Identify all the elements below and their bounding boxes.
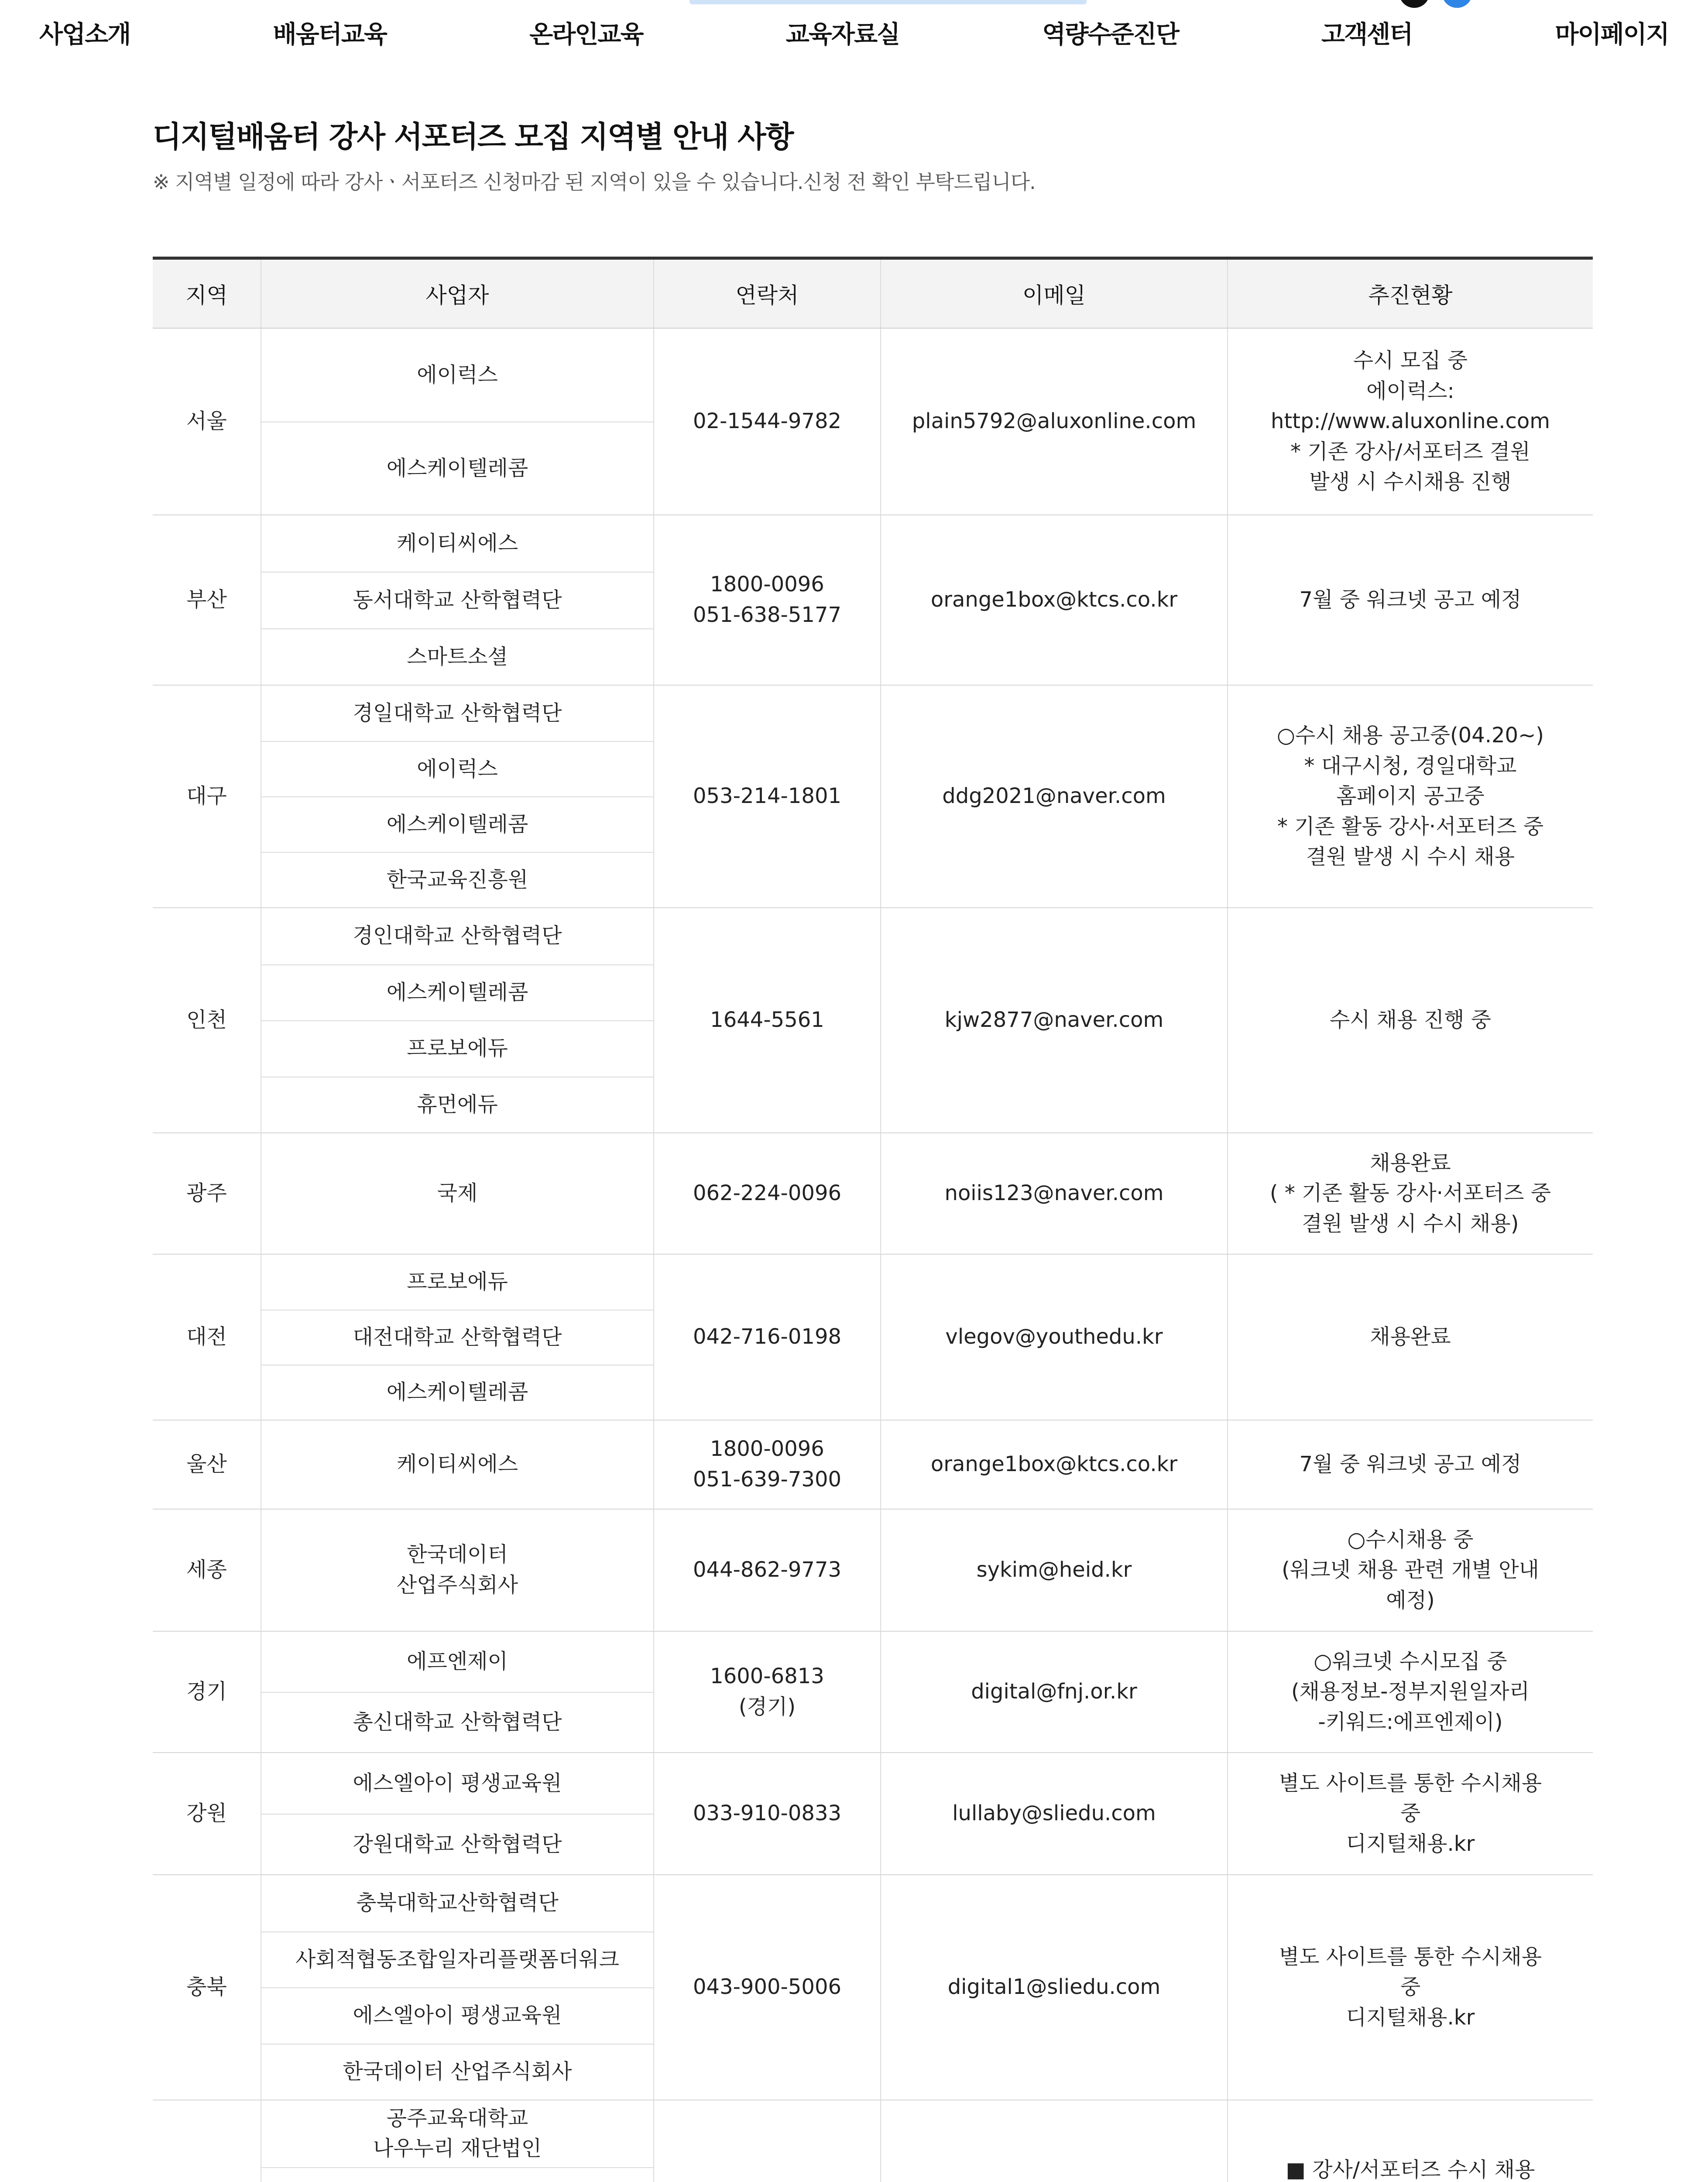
business-item: 사회적협동조합일자리플랫폼더워크 xyxy=(261,1932,653,1988)
status-cell: 7월 중 워크넷 공고 예정 xyxy=(1228,1420,1593,1509)
table-row xyxy=(153,328,1593,515)
business-item: 프로보에듀 xyxy=(261,1020,653,1077)
status-cell: 7월 중 워크넷 공고 예정 xyxy=(1228,515,1593,685)
business-item: 케이티씨에스 xyxy=(396,1452,518,1477)
email-link[interactable]: digital1@sliedu.com xyxy=(947,1975,1161,2000)
business-item: 에스엘아이 평생교육원 xyxy=(261,1987,653,2044)
region-cell xyxy=(153,2100,261,2182)
business-item: 스마트소셜 xyxy=(261,628,653,685)
email-link[interactable]: kjw2877@naver.com xyxy=(944,1008,1164,1033)
contact-cell: 1800-0096 051-638-5177 xyxy=(654,515,881,685)
nav-item-learning-center[interactable]: 배움터교육 xyxy=(273,21,387,49)
search-icon[interactable] xyxy=(1442,0,1472,8)
user-icon[interactable] xyxy=(1399,0,1430,8)
status-cell: ○워크넷 수시모집 중 (채용정보-정부지원일자리 -키워드:에프엔제이) xyxy=(1228,1631,1593,1753)
contact-cell: 02-1544-9782 xyxy=(654,328,881,515)
table-row xyxy=(153,1133,1593,1254)
business-item: 에스케이텔레콤 xyxy=(261,1365,653,1420)
email-cell xyxy=(881,1420,1228,1509)
email-cell xyxy=(881,1509,1228,1631)
contact-cell: 1644-5561 xyxy=(654,908,881,1133)
page-title: 디지털배움터 강사 서포터즈 모집 지역별 안내 사항 xyxy=(153,120,793,154)
region-cell: 부산 xyxy=(153,515,261,685)
header-region: 지역 xyxy=(153,258,261,329)
email-link[interactable]: plain5792@aluxonline.com xyxy=(912,409,1197,434)
region-cell: 대전 xyxy=(153,1254,261,1420)
email-cell xyxy=(881,515,1228,685)
business-cell xyxy=(261,2100,654,2182)
nav-item-education-materials[interactable]: 교육자료실 xyxy=(785,21,900,49)
business-list xyxy=(261,1753,653,1874)
email-cell xyxy=(881,2100,1228,2182)
business-item: 에스케이텔레콤 xyxy=(261,422,653,515)
header-status: 추진현황 xyxy=(1228,258,1593,329)
business-cell xyxy=(261,1753,654,1875)
business-list xyxy=(261,1875,653,2100)
nav-item-online-education[interactable]: 온라인교육 xyxy=(529,21,643,49)
region-cell: 광주 xyxy=(153,1133,261,1254)
business-cell xyxy=(261,328,654,515)
business-list xyxy=(261,1632,653,1752)
email-cell xyxy=(881,908,1228,1133)
top-navigation xyxy=(0,0,1708,65)
business-list xyxy=(261,1420,653,1509)
business-cell xyxy=(261,1631,654,1753)
business-item: 대전대학교 산학협력단 xyxy=(261,1310,653,1365)
contact-cell: 042-716-0198 xyxy=(654,1254,881,1420)
email-cell xyxy=(881,328,1228,515)
email-cell xyxy=(881,1133,1228,1254)
business-list xyxy=(261,329,653,515)
business-cell xyxy=(261,1254,654,1420)
email-cell xyxy=(881,1753,1228,1875)
business-cell xyxy=(261,1875,654,2100)
business-item: 에스케이텔레콤 xyxy=(261,796,653,852)
email-link[interactable]: noiis123@naver.com xyxy=(944,1181,1164,1206)
region-cell: 경기 xyxy=(153,1631,261,1753)
contact-cell: 1800-0096 051-639-7300 xyxy=(654,1420,881,1509)
table-row xyxy=(153,908,1593,1133)
business-item xyxy=(261,2167,653,2182)
contact-cell xyxy=(654,2100,881,2182)
email-link[interactable]: orange1box@ktcs.co.kr xyxy=(930,587,1178,612)
table-row xyxy=(153,685,1593,908)
header-email: 이메일 xyxy=(881,258,1228,329)
email-cell xyxy=(881,1631,1228,1753)
contact-cell: 043-900-5006 xyxy=(654,1875,881,2100)
region-table xyxy=(153,257,1593,2182)
table-row xyxy=(153,1875,1593,2100)
table-row xyxy=(153,1420,1593,1509)
status-cell: 채용완료 ( * 기존 활동 강사·서포터즈 중 결원 발생 시 수시 채용) xyxy=(1228,1133,1593,1254)
status-cell: 별도 사이트를 통한 수시채용 중 디지털채용.kr xyxy=(1228,1875,1593,2100)
business-item: 경인대학교 산학협력단 xyxy=(353,923,562,948)
business-cell xyxy=(261,1509,654,1631)
table-row xyxy=(153,1753,1593,1875)
contact-cell: 033-910-0833 xyxy=(654,1753,881,1875)
nav-item-competency-diagnosis[interactable]: 역량수준진단 xyxy=(1042,21,1179,49)
business-list xyxy=(261,908,653,1132)
business-item: 한국데이터 산업주식회사 xyxy=(261,2044,653,2100)
region-cell: 서울 xyxy=(153,328,261,515)
status-cell: ○수시채용 중 (워크넷 채용 관련 개별 안내 예정) xyxy=(1228,1509,1593,1631)
business-cell xyxy=(261,1133,654,1254)
business-list xyxy=(261,1255,653,1420)
email-link[interactable]: lullaby@sliedu.com xyxy=(952,1801,1156,1826)
business-cell xyxy=(261,685,654,908)
email-link[interactable]: digital@fnj.or.kr xyxy=(971,1679,1137,1704)
business-item: 국제 xyxy=(437,1181,478,1206)
business-item: 동서대학교 산학협력단 xyxy=(261,572,653,628)
status-cell: ■ 강사/서포터즈 수시 채용 xyxy=(1228,2100,1593,2182)
status-cell: 수시 모집 중 에이럭스: http://www.aluxonline.com * 기존 강사/서포터즈 결원 발생 시 수시채용 진행 xyxy=(1228,328,1593,515)
region-cell: 인천 xyxy=(153,908,261,1133)
email-link[interactable]: orange1box@ktcs.co.kr xyxy=(930,1452,1178,1477)
business-item: 에이럭스 xyxy=(261,741,653,796)
status-cell: 별도 사이트를 통한 수시채용 중 디지털채용.kr xyxy=(1228,1753,1593,1875)
business-item: 에스엘아이 평생교육원 xyxy=(353,1770,562,1795)
region-cell: 세종 xyxy=(153,1509,261,1631)
contact-cell: 053-214-1801 xyxy=(654,685,881,908)
business-list xyxy=(261,1133,653,1254)
table-header-row xyxy=(153,258,1593,329)
region-cell: 대구 xyxy=(153,685,261,908)
business-item: 총신대학교 산학협력단 xyxy=(261,1692,653,1752)
business-item: 에프엔제이 xyxy=(407,1649,508,1674)
business-list xyxy=(261,686,653,907)
business-cell xyxy=(261,908,654,1133)
header-accent-bar xyxy=(689,0,1087,4)
header-contact: 연락처 xyxy=(654,258,881,329)
page-header xyxy=(153,113,1593,195)
contact-cell: 062-224-0096 xyxy=(654,1133,881,1254)
business-list xyxy=(261,1510,653,1631)
nav-item-business-intro[interactable]: 사업소개 xyxy=(39,21,130,49)
table-body xyxy=(153,328,1593,2182)
business-item: 경일대학교 산학협력단 xyxy=(353,700,562,725)
business-item: 한국교육진흥원 xyxy=(261,852,653,907)
business-cell xyxy=(261,515,654,685)
business-item: 강원대학교 산학협력단 xyxy=(261,1814,653,1874)
nav-item-my-page[interactable]: 마이페이지 xyxy=(1555,21,1669,49)
business-cell xyxy=(261,1420,654,1509)
status-cell: 채용완료 xyxy=(1228,1254,1593,1420)
contact-cell: 044-862-9773 xyxy=(654,1509,881,1631)
business-list xyxy=(261,515,653,685)
business-item: 에스케이텔레콤 xyxy=(261,964,653,1021)
business-list xyxy=(261,2100,653,2182)
table-row xyxy=(153,1254,1593,1420)
email-link[interactable]: ddg2021@naver.com xyxy=(942,784,1166,809)
contact-cell: 1600-6813 (경기) xyxy=(654,1631,881,1753)
region-cell: 강원 xyxy=(153,1753,261,1875)
email-cell xyxy=(881,685,1228,908)
business-item: 휴먼에듀 xyxy=(261,1077,653,1133)
email-link[interactable]: sykim@heid.kr xyxy=(976,1558,1132,1582)
region-cell: 울산 xyxy=(153,1420,261,1509)
status-cell: 수시 채용 진행 중 xyxy=(1228,908,1593,1133)
table-row xyxy=(153,2100,1593,2182)
business-item: 공주교육대학교 나우누리 재단법인 xyxy=(373,2106,542,2161)
table-row xyxy=(153,515,1593,685)
business-item: 충북대학교산학협력단 xyxy=(356,1890,559,1915)
business-item: 에이럭스 xyxy=(417,362,498,387)
header-business: 사업자 xyxy=(261,258,654,329)
email-link[interactable]: vlegov@youthedu.kr xyxy=(945,1324,1163,1349)
business-item: 케이티씨에스 xyxy=(396,531,518,556)
region-cell: 충북 xyxy=(153,1875,261,2100)
header-icons xyxy=(1399,0,1472,8)
nav-item-customer-center[interactable]: 고객센터 xyxy=(1321,21,1413,49)
business-item: 한국데이터 산업주식회사 xyxy=(396,1542,518,1597)
business-item: 프로보에듀 xyxy=(407,1269,508,1294)
table-row xyxy=(153,1631,1593,1753)
status-cell: ○수시 채용 공고중(04.20~) * 대구시청, 경일대학교 홈페이지 공고중 * 기존 활동 강사·서포터즈 중 결원 발생 시 수시 채용 xyxy=(1228,685,1593,908)
page-notice: ※ 지역별 일정에 따라 강사ㆍ서포터즈 신청마감 된 지역이 있을 수 있습니다.신청 전 확인 부탁드립니다. xyxy=(153,170,1036,194)
email-cell xyxy=(881,1254,1228,1420)
table-row xyxy=(153,1509,1593,1631)
email-cell xyxy=(881,1875,1228,2100)
